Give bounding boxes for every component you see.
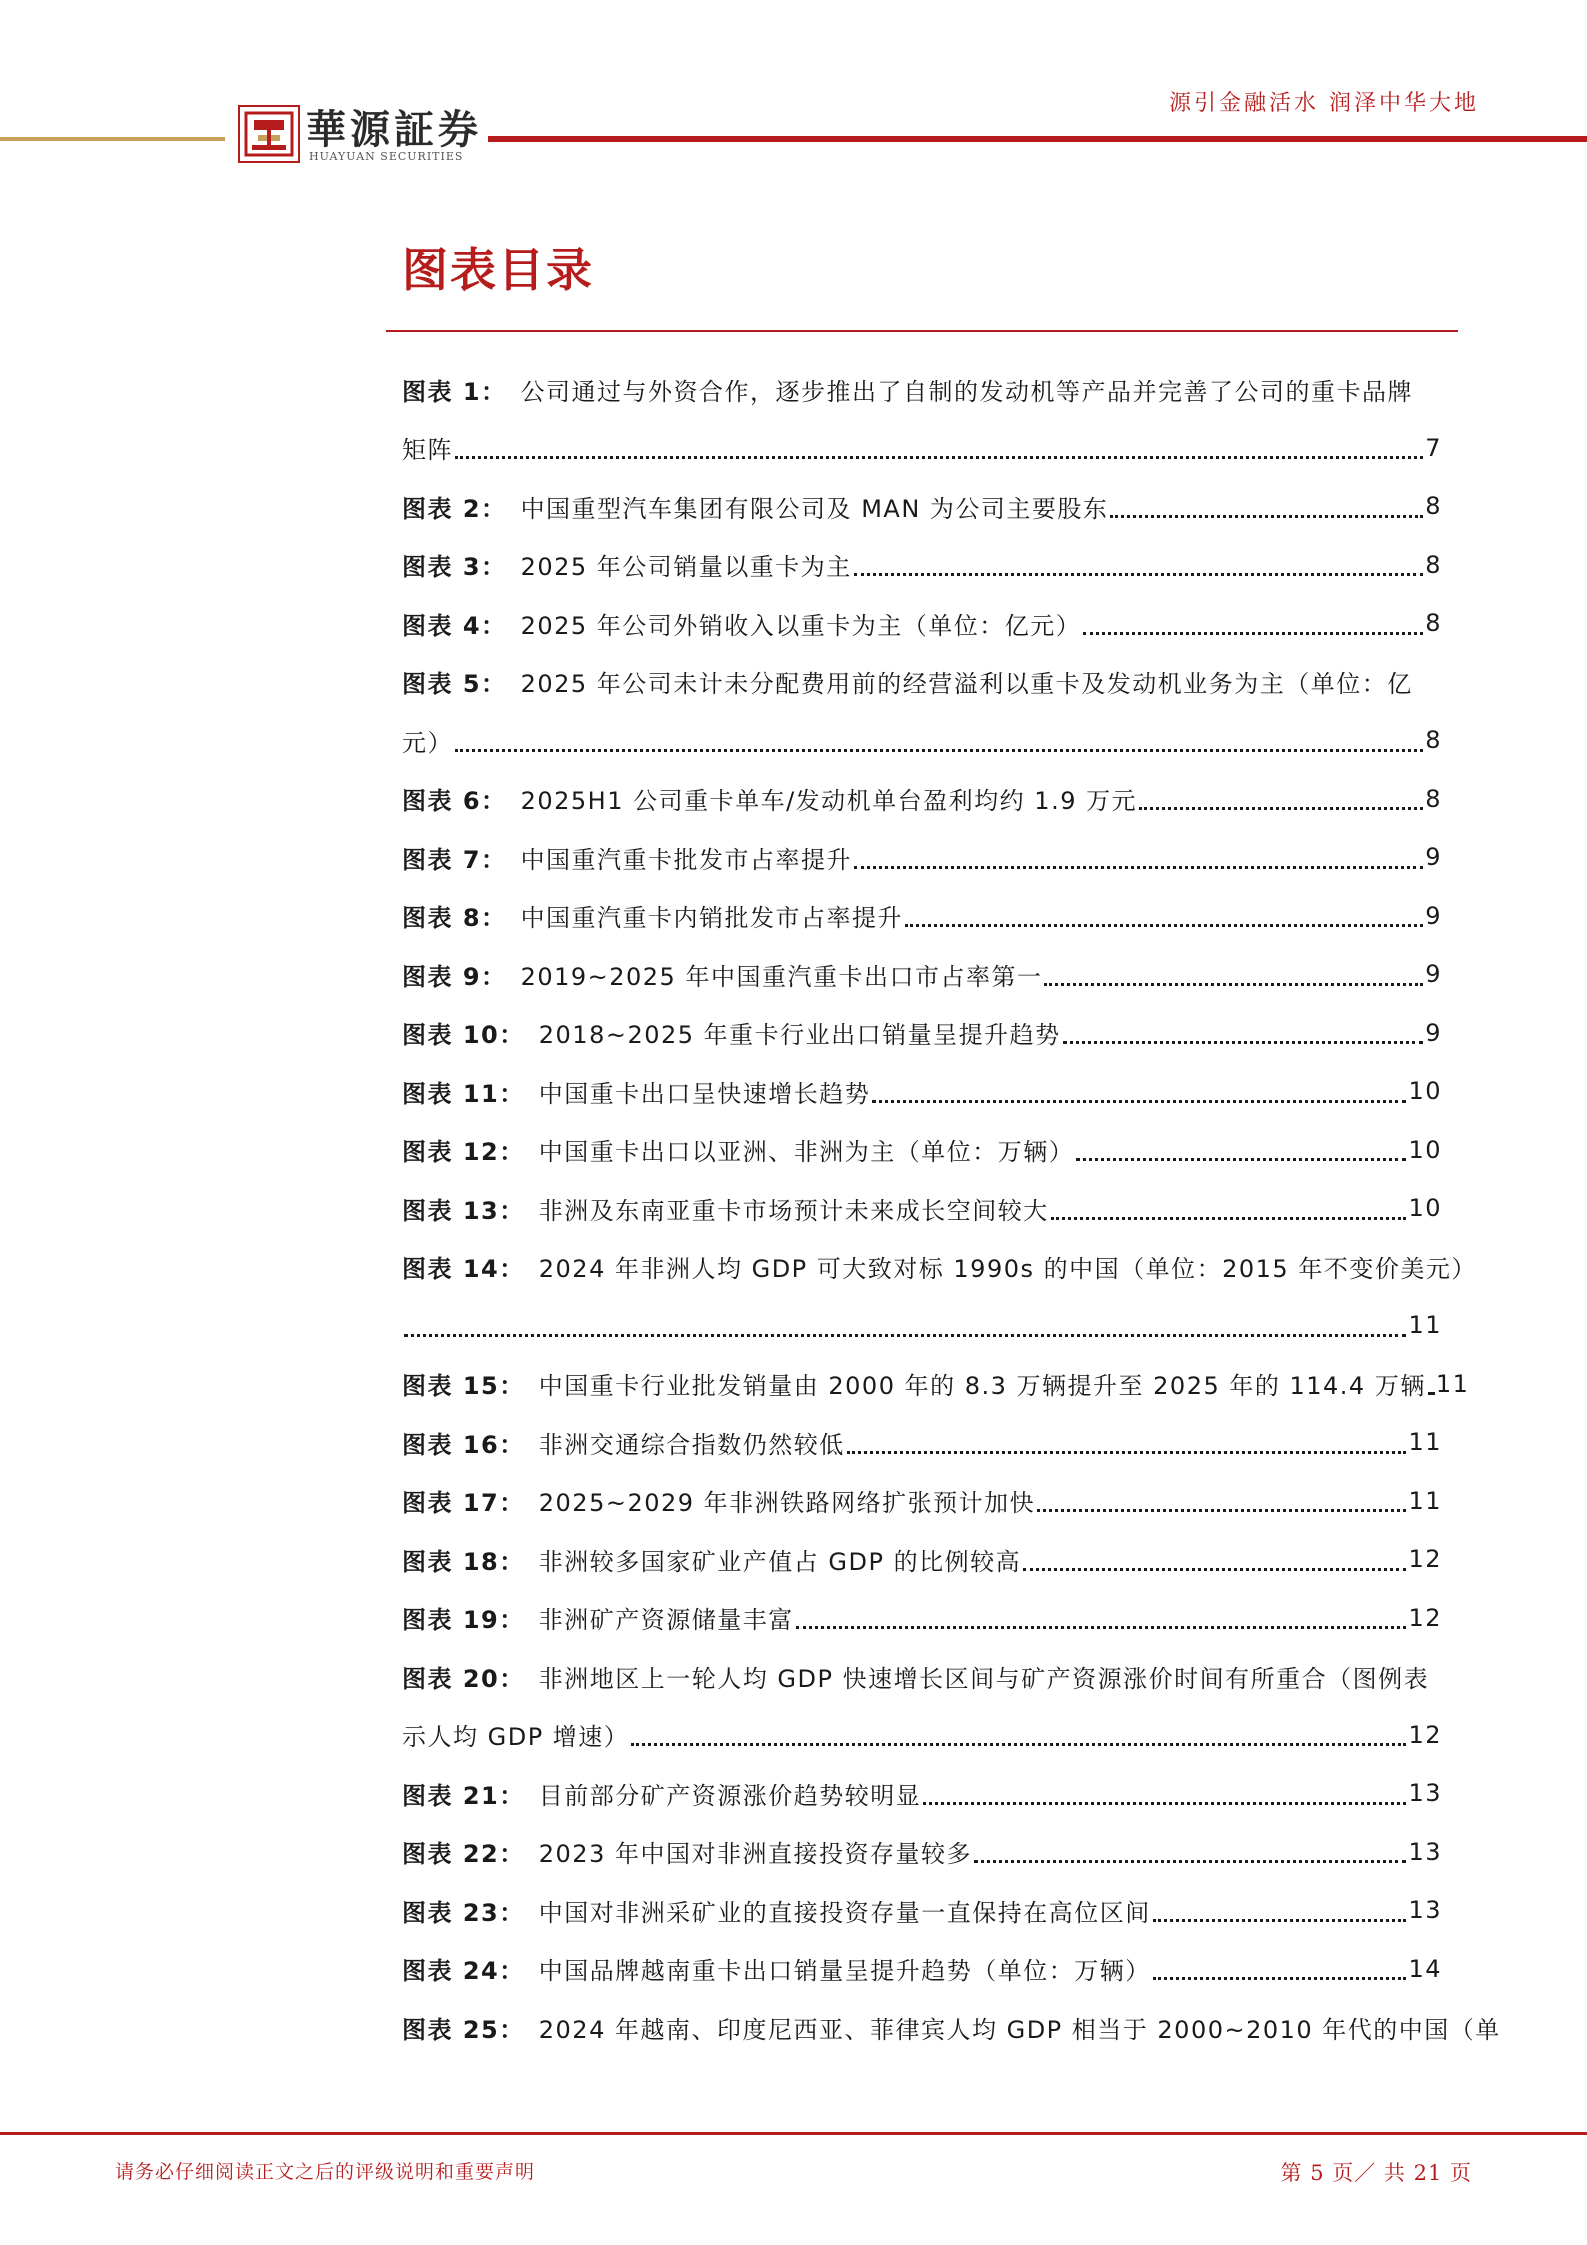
toc-entry[interactable] — [402, 1121, 1442, 1180]
toc-entry-text: 中国重卡行业批发销量由 2000 年的 8.3 万辆提升至 2025 年的 114.4 万辆 — [538, 1372, 1426, 1401]
toc-entry[interactable] — [402, 1062, 1442, 1121]
toc-entry-page: 8 — [1425, 609, 1442, 638]
toc-entry-text: 2018~2025 年重卡行业出口销量呈提升趋势 — [538, 1021, 1061, 1050]
toc-entry-label: 图表 24： — [402, 1957, 525, 1986]
table-of-figures — [402, 360, 1501, 2057]
toc-entry-label: 图表 17： — [402, 1489, 525, 1518]
toc-entry[interactable] — [402, 1823, 1442, 1882]
toc-leader-dots — [1044, 983, 1423, 986]
toc-entry-continuation[interactable] — [402, 1296, 1442, 1355]
toc-entry-label: 图表 6： — [402, 787, 507, 816]
toc-entry-label: 图表 18： — [402, 1547, 525, 1576]
toc-leader-dots — [1063, 1041, 1424, 1044]
toc-entry-text: 2019~2025 年中国重汽重卡出口市占率第一 — [520, 962, 1043, 991]
toc-entry[interactable] — [402, 594, 1442, 653]
toc-entry-label: 图表 5： — [402, 670, 507, 699]
toc-entry[interactable] — [402, 1355, 1470, 1414]
toc-entry-page: 8 — [1425, 550, 1442, 579]
brand-name: 華源証券 — [306, 106, 482, 153]
toc-entry[interactable] — [402, 887, 1442, 946]
toc-leader-dots — [847, 1451, 1407, 1454]
toc-entry-page: 9 — [1425, 960, 1442, 989]
toc-entry-page: 9 — [1425, 843, 1442, 872]
toc-entry-text: 2025H1 公司重卡单车/发动机单台盈利均约 1.9 万元 — [520, 787, 1138, 816]
huayuan-logo-icon — [238, 105, 300, 163]
toc-entry-page: 10 — [1408, 1135, 1442, 1164]
toc-entry[interactable] — [402, 1881, 1442, 1940]
header-gold-rule — [0, 137, 225, 141]
toc-entry[interactable] — [402, 770, 1442, 829]
toc-entry-page: 8 — [1425, 492, 1442, 521]
toc-entry-text: 中国重汽重卡批发市占率提升 — [520, 845, 853, 874]
toc-entry[interactable] — [402, 1647, 1442, 1706]
toc-entry-continuation[interactable] — [402, 419, 1442, 478]
toc-entry[interactable] — [402, 360, 1442, 419]
toc-entry-label: 图表 7： — [402, 845, 507, 874]
toc-entry-label: 图表 11： — [402, 1079, 525, 1108]
toc-entry-page: 11 — [1408, 1311, 1442, 1340]
toc-entry-label: 图表 15： — [402, 1372, 525, 1401]
toc-entry[interactable] — [402, 1530, 1442, 1589]
toc-entry-text: 中国重卡出口呈快速增长趋势 — [538, 1079, 871, 1108]
toc-leader-dots — [404, 1334, 1406, 1337]
toc-entry-page: 11 — [1435, 1369, 1470, 1398]
toc-leader-dots — [1037, 1509, 1406, 1512]
toc-entry-continuation[interactable] — [402, 1706, 1442, 1765]
toc-entry-text: 2025 年公司销量以重卡为主 — [520, 553, 852, 582]
toc-entry[interactable] — [402, 945, 1442, 1004]
toc-entry-text: 2025~2029 年非洲铁路网络扩张预计加快 — [538, 1489, 1036, 1518]
toc-entry-label: 图表 1： — [402, 377, 507, 406]
toc-entry-page: 10 — [1408, 1077, 1442, 1106]
toc-leader-dots — [1076, 1158, 1406, 1161]
toc-entry[interactable] — [402, 1998, 1501, 2057]
toc-entry-label: 图表 9： — [402, 962, 507, 991]
toc-leader-dots — [1023, 1568, 1406, 1571]
toc-entry[interactable] — [402, 1238, 1477, 1297]
toc-entry-text: 示人均 GDP 增速） — [402, 1723, 630, 1752]
toc-leader-dots — [455, 749, 1423, 752]
toc-entry-text: 目前部分矿产资源涨价趋势较明显 — [538, 1781, 922, 1810]
toc-entry-label: 图表 16： — [402, 1430, 525, 1459]
toc-entry[interactable] — [402, 1179, 1442, 1238]
brand-name-english: HUAYUAN SECURITIES — [309, 150, 464, 163]
toc-entry-text: 中国对非洲采矿业的直接投资存量一直保持在高位区间 — [538, 1898, 1151, 1927]
toc-entry-page: 13 — [1408, 1779, 1442, 1808]
toc-entry-page: 10 — [1408, 1194, 1442, 1223]
toc-entry-page: 13 — [1408, 1837, 1442, 1866]
toc-entry-label: 图表 19： — [402, 1606, 525, 1635]
toc-entry-label: 图表 4： — [402, 611, 507, 640]
toc-entry-page: 12 — [1408, 1603, 1442, 1632]
toc-entry-label: 图表 21： — [402, 1781, 525, 1810]
title-underline — [386, 330, 1458, 332]
toc-entry[interactable] — [402, 1413, 1442, 1472]
toc-entry-page: 11 — [1408, 1428, 1442, 1457]
toc-leader-dots — [854, 573, 1423, 576]
toc-entry-page: 12 — [1408, 1720, 1442, 1749]
toc-entry-label: 图表 10： — [402, 1021, 525, 1050]
toc-entry-text: 非洲地区上一轮人均 GDP 快速增长区间与矿产资源涨价时间有所重合（图例表 — [538, 1664, 1430, 1693]
toc-entry[interactable] — [402, 1004, 1442, 1063]
toc-leader-dots — [923, 1802, 1406, 1805]
toc-entry-label: 图表 20： — [402, 1664, 525, 1693]
toc-entry-page: 9 — [1425, 901, 1442, 930]
toc-entry-continuation[interactable] — [402, 711, 1442, 770]
toc-entry[interactable] — [402, 1589, 1442, 1648]
toc-entry-page: 8 — [1425, 784, 1442, 813]
toc-entry-text: 中国重汽重卡内销批发市占率提升 — [520, 904, 904, 933]
toc-entry-text: 2023 年中国对非洲直接投资存量较多 — [538, 1840, 972, 1869]
toc-entry-label: 图表 14： — [402, 1255, 525, 1284]
toc-entry[interactable] — [402, 477, 1442, 536]
toc-leader-dots — [1153, 1977, 1407, 1980]
toc-entry-page: 7 — [1425, 433, 1442, 462]
toc-leader-dots — [905, 924, 1423, 927]
toc-entry-text: 中国品牌越南重卡出口销量呈提升趋势（单位：万辆） — [538, 1957, 1151, 1986]
toc-entry-text: 非洲交通综合指数仍然较低 — [538, 1430, 845, 1459]
page-title: 图表目录 — [402, 243, 594, 297]
footer-page-info: 第 5 页／ 共 21 页 — [1280, 2161, 1472, 2185]
toc-leader-dots — [1083, 632, 1423, 635]
toc-entry-label: 图表 13： — [402, 1196, 525, 1225]
toc-leader-dots — [796, 1626, 1407, 1629]
toc-entry-page: 13 — [1408, 1896, 1442, 1925]
toc-leader-dots — [1139, 807, 1423, 810]
toc-leader-dots — [1153, 1919, 1407, 1922]
toc-entry-text: 元） — [402, 728, 453, 757]
toc-entry-label: 图表 3： — [402, 553, 507, 582]
toc-entry-text: 公司通过与外资合作，逐步推出了自制的发动机等产品并完善了公司的重卡品牌 — [520, 377, 1414, 406]
toc-entry-text: 2024 年越南、印度尼西亚、菲律宾人均 GDP 相当于 2000~2010 年代的中国（单 — [538, 2015, 1501, 2044]
toc-entry-page: 12 — [1408, 1545, 1442, 1574]
toc-entry-text: 非洲矿产资源储量丰富 — [538, 1606, 794, 1635]
toc-leader-dots — [455, 456, 1423, 459]
toc-entry[interactable] — [402, 1764, 1442, 1823]
toc-leader-dots — [631, 1743, 1406, 1746]
toc-entry-text: 矩阵 — [402, 436, 453, 465]
toc-entry-text: 中国重卡出口以亚洲、非洲为主（单位：万辆） — [538, 1138, 1075, 1167]
toc-entry-label: 图表 12： — [402, 1138, 525, 1167]
toc-entry-label: 图表 22： — [402, 1840, 525, 1869]
toc-leader-dots — [974, 1860, 1406, 1863]
toc-entry-text: 中国重型汽车集团有限公司及 MAN 为公司主要股东 — [520, 494, 1109, 523]
toc-entry[interactable] — [402, 653, 1442, 712]
toc-entry[interactable] — [402, 1940, 1442, 1999]
toc-leader-dots — [872, 1100, 1406, 1103]
toc-entry-label: 图表 23： — [402, 1898, 525, 1927]
toc-entry-page: 8 — [1425, 726, 1442, 755]
toc-entry-text: 2025 年公司未计未分配费用前的经营溢利以重卡及发动机业务为主（单位：亿 — [520, 670, 1413, 699]
footer-rule — [0, 2132, 1587, 2135]
toc-entry-text: 非洲较多国家矿业产值占 GDP 的比例较高 — [538, 1547, 1022, 1576]
toc-entry-text: 2025 年公司外销收入以重卡为主（单位：亿元） — [520, 611, 1082, 640]
toc-entry-text: 非洲及东南亚重卡市场预计未来成长空间较大 — [538, 1196, 1049, 1225]
toc-leader-dots — [854, 866, 1423, 869]
toc-entry-label: 图表 2： — [402, 494, 507, 523]
toc-entry-page: 14 — [1408, 1954, 1442, 1983]
toc-entry-page: 9 — [1425, 1018, 1442, 1047]
toc-entry-label: 图表 8： — [402, 904, 507, 933]
toc-entry-text: 2024 年非洲人均 GDP 可大致对标 1990s 的中国（单位：2015 年不变价美元） — [538, 1255, 1477, 1284]
toc-leader-dots — [1051, 1217, 1407, 1220]
header-slogan: 源引金融活水 润泽中华大地 — [1169, 91, 1479, 116]
toc-leader-dots — [1428, 1392, 1434, 1395]
header-red-rule — [488, 136, 1587, 142]
toc-entry[interactable] — [402, 1472, 1442, 1531]
toc-entry[interactable] — [402, 828, 1442, 887]
toc-entry-label: 图表 25： — [402, 2015, 525, 2044]
toc-leader-dots — [1110, 515, 1423, 518]
toc-entry-page: 11 — [1408, 1486, 1442, 1515]
footer-disclaimer: 请务必仔细阅读正文之后的评级说明和重要声明 — [115, 2161, 536, 2183]
toc-entry[interactable] — [402, 536, 1442, 595]
